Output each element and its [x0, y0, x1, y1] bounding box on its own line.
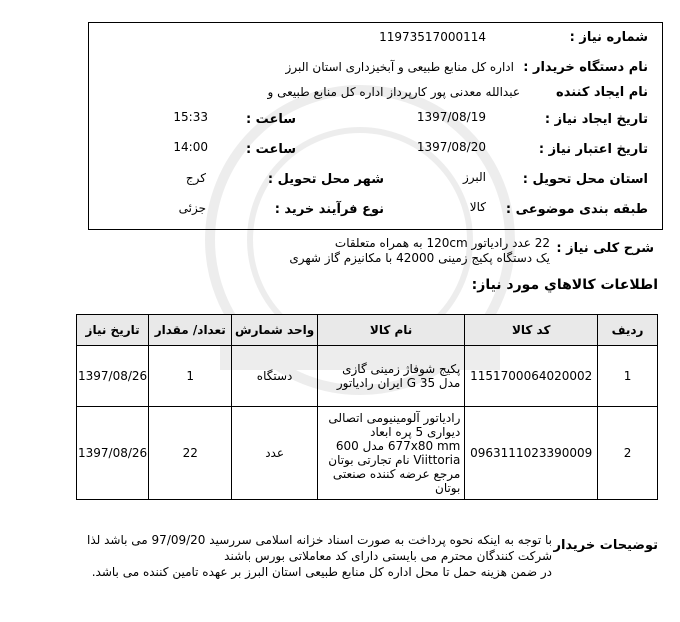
row-number: 1 — [598, 346, 658, 407]
table-header-row — [77, 315, 658, 346]
created-date-label: تاریخ ایجاد نیاز : — [544, 112, 648, 127]
creator-name: عبدالله معدنی پور کارپرداز اداره کل منابع طبیعی و — [267, 85, 520, 99]
creator-label: نام ایجاد کننده — [556, 85, 648, 100]
col-header-date: تاریخ نیاز — [77, 315, 149, 346]
table-row — [77, 346, 658, 407]
summary-line-2: یک دستگاه پکیج زمینی 42000 با مکانیزم گاز شهری — [289, 251, 550, 265]
buyer-notes-line-1: با توجه به اینکه نحوه پرداخت به صورت اسناد خزانه اسلامی سررسید 97/09/20 می باشد لذا — [87, 533, 552, 547]
created-time-label: ساعت : — [245, 112, 296, 127]
col-header-code: کد کالا — [465, 315, 598, 346]
summary-label: شرح کلی نیاز : — [556, 241, 654, 256]
item-unit: دستگاه — [232, 346, 318, 407]
category: کالا — [469, 200, 486, 214]
created-date: 1397/08/19 — [416, 110, 486, 124]
col-header-qty: تعداد/ مقدار — [149, 315, 232, 346]
city-label: شهر محل تحویل : — [267, 172, 384, 187]
buyer-notes-line-3: در ضمن هزینه حمل تا محل اداره کل منابع طبیعی استان البرز بر عهده تامین کننده می باشد. — [91, 565, 552, 579]
item-qty: 22 — [149, 407, 232, 500]
item-name: پکیج شوفاژ زمینی گازی مدل G 35 ایران رادیاتور — [317, 346, 464, 407]
item-code: 0963111023390009 — [465, 407, 598, 500]
need-number: 11973517000114 — [379, 30, 486, 44]
province-label: استان محل تحویل : — [522, 172, 648, 187]
valid-time-label: ساعت : — [245, 142, 296, 157]
valid-date: 1397/08/20 — [416, 140, 486, 154]
item-date: 1397/08/26 — [77, 407, 149, 500]
province: البرز — [462, 170, 486, 184]
item-name: رادیاتور آلومینیومی اتصالی دیواری 5 پره ابعاد 677x80 mm مدل 600 Viittoria نام تجارتی بوتان مرجع عرضه کننده صنعتی بوتان — [317, 407, 464, 500]
buyer-name: اداره کل منابع طبیعی و آبخیزداری استان البرز — [285, 60, 514, 74]
items-title: اطلاعات کالاهاي مورد نياز: — [471, 277, 658, 293]
table-row — [77, 407, 658, 500]
process-label: نوع فرآیند خرید : — [274, 202, 384, 217]
summary-line-1: 22 عدد رادیاتور 120cm به همراه متعلقات — [334, 236, 550, 250]
item-qty: 1 — [149, 346, 232, 407]
item-date: 1397/08/26 — [77, 346, 149, 407]
category-label: طبقه بندی موضوعی : — [505, 202, 648, 217]
created-time: 15:33 — [173, 110, 208, 124]
city: کرج — [185, 171, 206, 185]
need-number-label: شماره نیاز : — [569, 30, 648, 45]
process: جزئی — [178, 201, 206, 215]
col-header-name: نام کالا — [317, 315, 464, 346]
item-unit: عدد — [232, 407, 318, 500]
items-table — [76, 314, 658, 500]
buyer-notes-line-2: شرکت کنندگان محترم می بایستی دارای کد معاملاتی بورس باشند — [224, 549, 552, 563]
col-header-unit: واحد شمارش — [232, 315, 318, 346]
row-number: 2 — [598, 407, 658, 500]
col-header-row: ردیف — [598, 315, 658, 346]
item-code: 1151700064020002 — [465, 346, 598, 407]
valid-date-label: تاریخ اعتبار نیاز : — [538, 142, 648, 157]
valid-time: 14:00 — [173, 140, 208, 154]
buyer-notes-label: توضیحات خریدار — [553, 538, 658, 553]
buyer-label: نام دستگاه خریدار : — [523, 60, 648, 75]
